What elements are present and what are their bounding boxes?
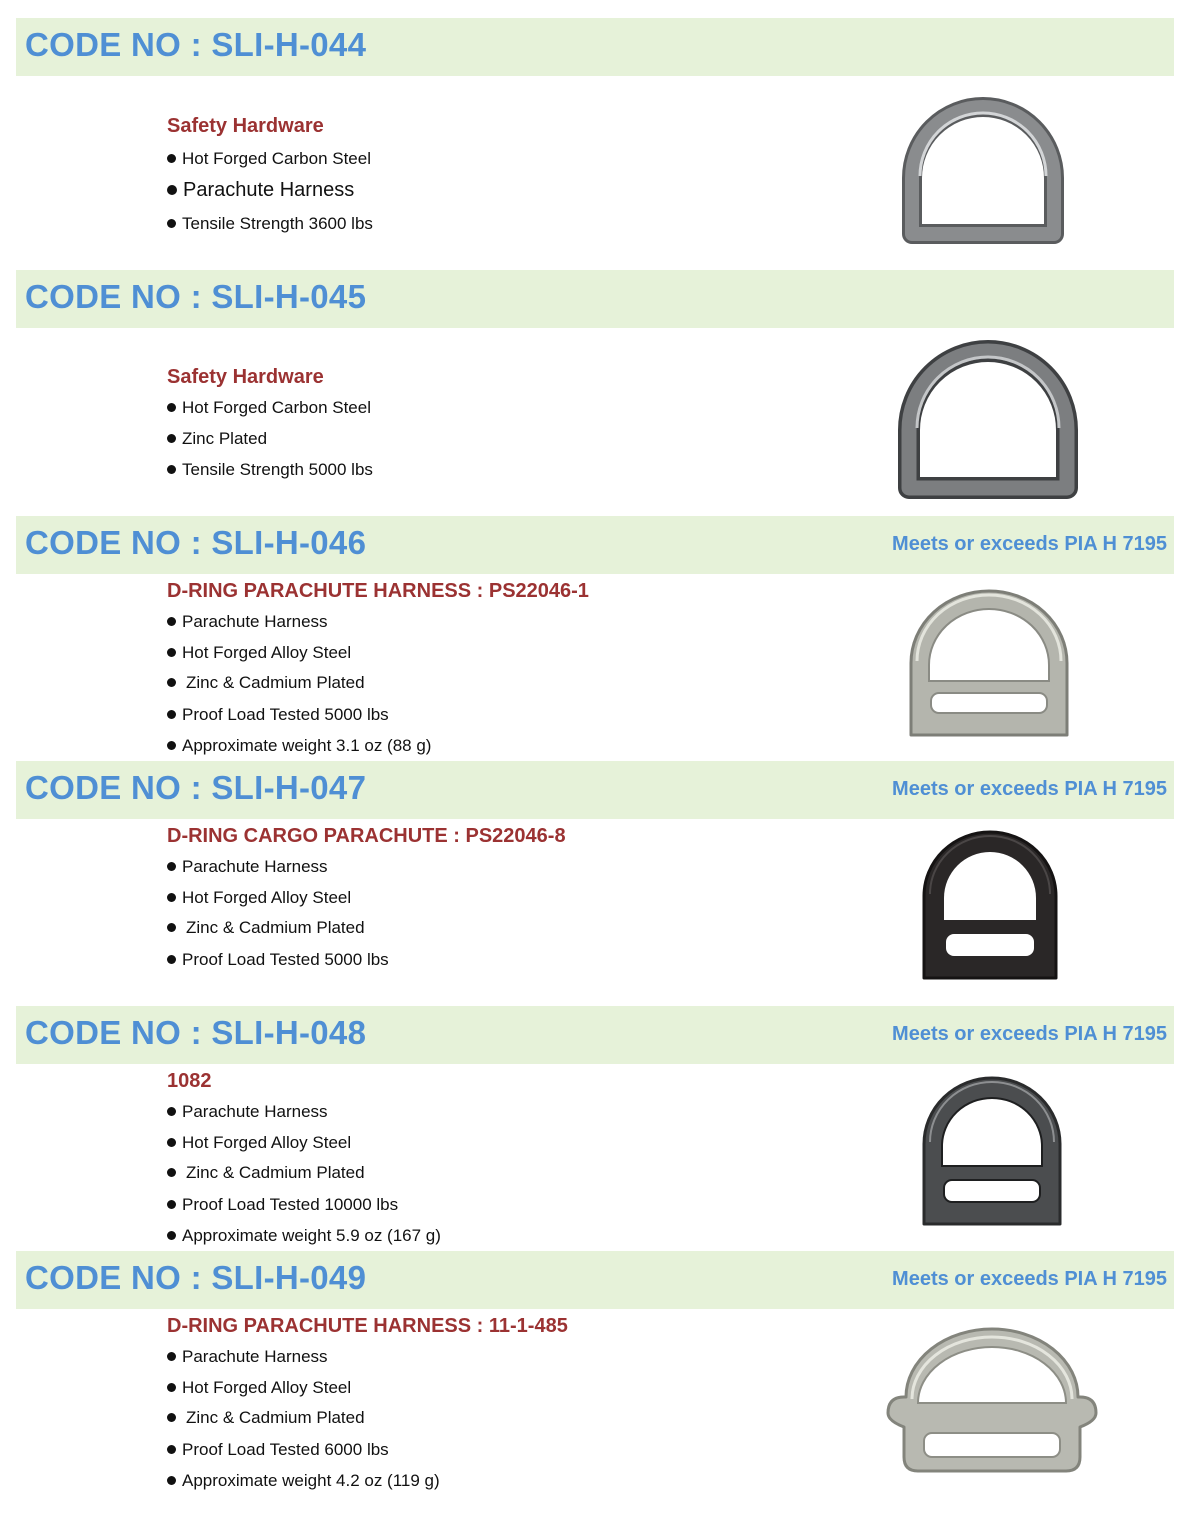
feature-item: Hot Forged Carbon Steel	[167, 149, 371, 169]
feature-item: Approximate weight 4.2 oz (119 g)	[167, 1471, 440, 1491]
feature-item: Zinc & Cadmium Plated	[167, 918, 365, 938]
standard-note: Meets or exceeds PIA H 7195	[892, 1023, 1167, 1045]
feature-item: Proof Load Tested 10000 lbs	[167, 1195, 398, 1215]
bullet-icon	[167, 678, 176, 687]
d-ring-wide-slotted-icon	[884, 1325, 1100, 1477]
feature-item: Zinc & Cadmium Plated	[167, 1408, 365, 1428]
bullet-icon	[167, 154, 176, 163]
product-title: Safety Hardware	[167, 366, 324, 388]
d-ring-slotted-icon	[905, 585, 1073, 745]
bullet-icon	[167, 434, 176, 443]
d-ring-plain-icon	[895, 340, 1081, 500]
feature-item: Zinc & Cadmium Plated	[167, 673, 365, 693]
code-band	[16, 516, 1174, 574]
bullet-icon	[167, 862, 176, 871]
product-title: D-RING CARGO PARACHUTE : PS22046-8	[167, 825, 566, 847]
bullet-icon	[167, 1445, 176, 1454]
feature-item: Hot Forged Alloy Steel	[167, 1378, 351, 1398]
bullet-icon	[167, 710, 176, 719]
feature-item: Hot Forged Alloy Steel	[167, 888, 351, 908]
bullet-icon	[167, 1231, 176, 1240]
bullet-icon	[167, 741, 176, 750]
bullet-icon	[167, 1383, 176, 1392]
product-title: D-RING PARACHUTE HARNESS : 11-1-485	[167, 1315, 568, 1337]
product-title: D-RING PARACHUTE HARNESS : PS22046-1	[167, 580, 589, 602]
bullet-icon	[167, 923, 176, 932]
code-band	[16, 1006, 1174, 1064]
code-number: CODE NO : SLI-H-047	[25, 769, 367, 806]
feature-item: Parachute Harness	[167, 857, 328, 877]
code-band	[16, 18, 1174, 76]
product-title: 1082	[167, 1070, 212, 1092]
feature-item: Hot Forged Carbon Steel	[167, 398, 371, 418]
bullet-icon	[167, 1107, 176, 1116]
standard-note: Meets or exceeds PIA H 7195	[892, 1268, 1167, 1290]
bullet-icon	[167, 1138, 176, 1147]
feature-item: Proof Load Tested 5000 lbs	[167, 950, 389, 970]
code-band	[16, 761, 1174, 819]
feature-item: Proof Load Tested 6000 lbs	[167, 1440, 389, 1460]
feature-item: Approximate weight 5.9 oz (167 g)	[167, 1226, 441, 1246]
d-ring-slotted-icon	[918, 826, 1062, 986]
code-number: CODE NO : SLI-H-045	[25, 278, 367, 315]
standard-note: Meets or exceeds PIA H 7195	[892, 778, 1167, 800]
d-ring-slotted-icon	[918, 1072, 1066, 1232]
feature-item: Hot Forged Alloy Steel	[167, 643, 351, 663]
bullet-icon	[167, 1476, 176, 1485]
product-title: Safety Hardware	[167, 115, 324, 137]
bullet-icon	[167, 1200, 176, 1209]
bullet-icon	[167, 465, 176, 474]
feature-item: Zinc Plated	[167, 429, 267, 449]
bullet-icon	[167, 403, 176, 412]
feature-item: Parachute Harness	[167, 612, 328, 632]
code-number: CODE NO : SLI-H-046	[25, 524, 367, 561]
feature-item: Approximate weight 3.1 oz (88 g)	[167, 736, 431, 756]
code-number: CODE NO : SLI-H-049	[25, 1259, 367, 1296]
feature-item: Tensile Strength 5000 lbs	[167, 460, 373, 480]
code-number: CODE NO : SLI-H-044	[25, 26, 367, 63]
feature-item: Parachute Harness	[167, 179, 354, 202]
bullet-icon	[167, 955, 176, 964]
feature-item: Hot Forged Alloy Steel	[167, 1133, 351, 1153]
feature-item: Zinc & Cadmium Plated	[167, 1163, 365, 1183]
bullet-icon	[167, 1352, 176, 1361]
bullet-icon	[167, 617, 176, 626]
bullet-icon	[167, 1413, 176, 1422]
bullet-icon	[167, 185, 177, 195]
feature-item: Proof Load Tested 5000 lbs	[167, 705, 389, 725]
d-ring-plain-icon	[900, 96, 1066, 244]
feature-item: Tensile Strength 3600 lbs	[167, 214, 373, 234]
feature-item: Parachute Harness	[167, 1102, 328, 1122]
bullet-icon	[167, 893, 176, 902]
bullet-icon	[167, 219, 176, 228]
code-band	[16, 270, 1174, 328]
feature-item: Parachute Harness	[167, 1347, 328, 1367]
bullet-icon	[167, 648, 176, 657]
bullet-icon	[167, 1168, 176, 1177]
code-band	[16, 1251, 1174, 1309]
standard-note: Meets or exceeds PIA H 7195	[892, 533, 1167, 555]
code-number: CODE NO : SLI-H-048	[25, 1014, 367, 1051]
